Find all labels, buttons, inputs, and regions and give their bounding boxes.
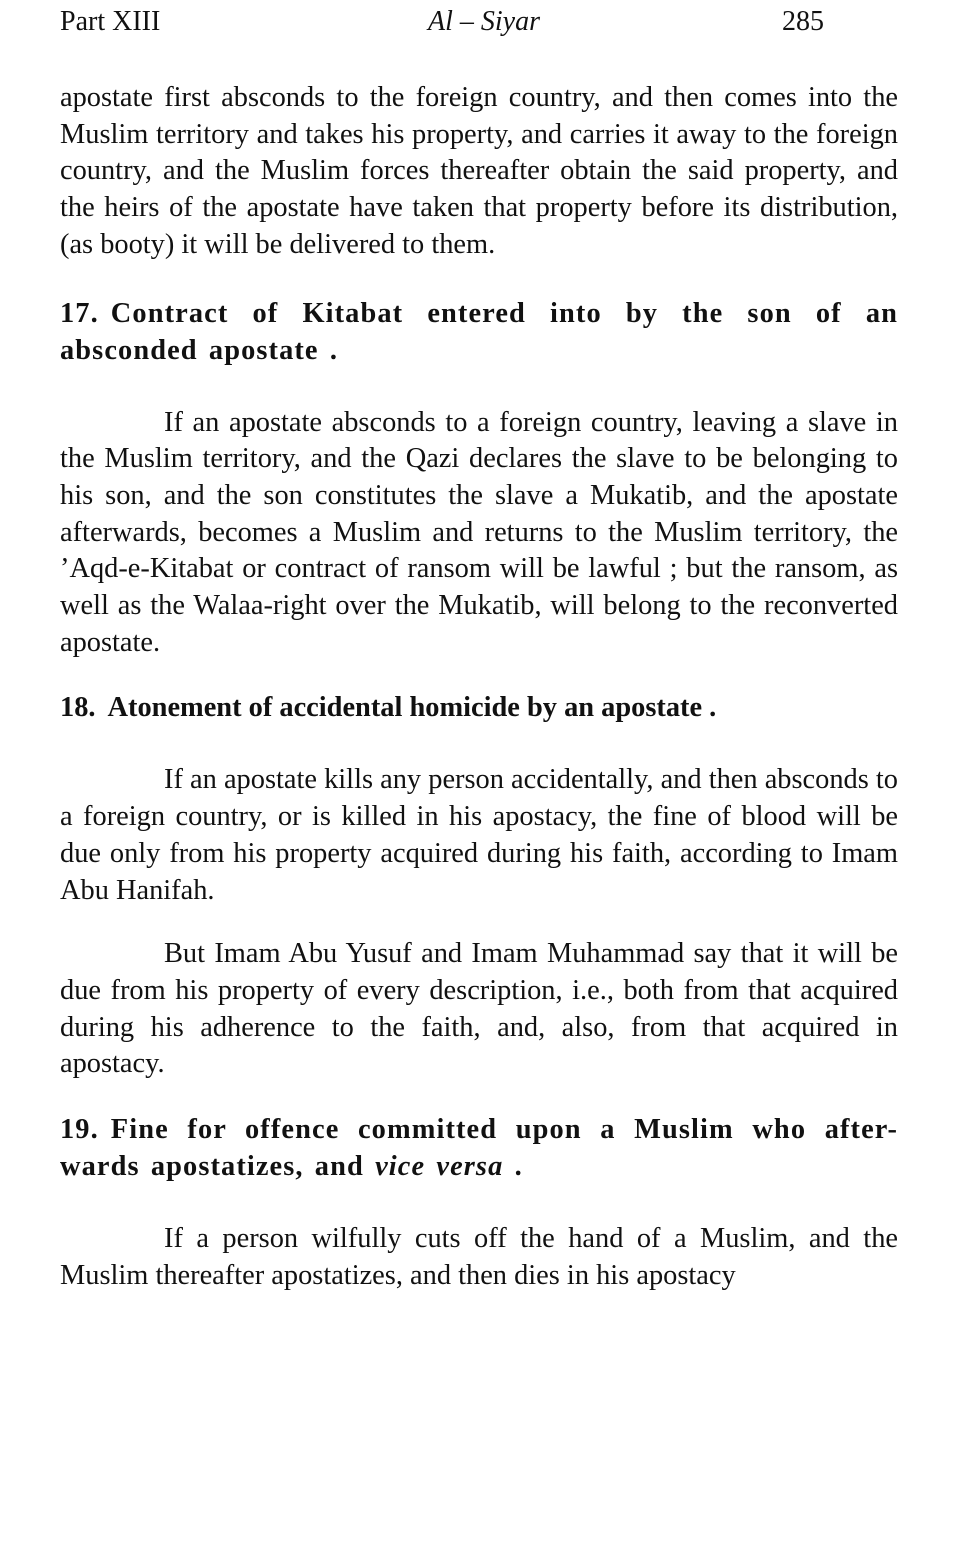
- section-19-title-italic: vice versa: [375, 1151, 504, 1183]
- section-18-paragraph-2: But Imam Abu Yusuf and Imam Muhammad say that it will be due from his property of every description, i.e., both from that acquired during his adherence to the faith, and, also, from that acquired in apostacy.: [60, 938, 898, 1080]
- section-18-title: Atonement of accidental homicide by an apostate .: [107, 692, 717, 724]
- section-19-heading: [60, 1111, 898, 1185]
- section-18-heading: [60, 689, 898, 726]
- section-18-paragraph-1: If an apostate kills any person accidentally, and then absconds to a foreign country, or is killed in his apostacy, the fine of blood will be due only from his property acquired during his faith, according to Imam Abu Hanifah.: [60, 764, 898, 906]
- section-19-number: 19.: [60, 1114, 99, 1146]
- section-17-title: Contract of Kitabat entered into by the son of an absconded apostate .: [60, 297, 898, 366]
- section-17-heading: [60, 295, 898, 369]
- running-header: [60, 0, 898, 40]
- section-18-number: 18.: [60, 692, 96, 724]
- section-19-title-start: Fine for offence committed upon a Muslim who after-wards apostatizes, and: [60, 1114, 898, 1183]
- part-label: Part XIII: [60, 6, 161, 37]
- section-19-paragraph-1: If a person wilfully cuts off the hand of a Muslim, and the Muslim thereafter apostatizes, and then dies in his apostacy: [60, 1223, 898, 1291]
- section-19-title-end: .: [503, 1151, 523, 1183]
- section-17-paragraph-1: If an apostate absconds to a foreign country, leaving a slave in the Muslim territory, and the Qazi declares the slave to be belonging to his son, and the son constitutes the slave a Mukatib, and the apostate afterwards, becomes a Muslim and returns to the Muslim territory, the ’Aqd-e-Kitabat or contract of ransom will be lawful ; but the ransom, as well as the Walaa-right over the Mukatib, will belong to the reconverted apostate.: [60, 406, 898, 658]
- intro-paragraph: apostate first absconds to the foreign country, and then comes into the Muslim territory and takes his property, and carries it away to the foreign country, and the Muslim forces thereafter obtain the said property, and the heirs of the apostate have taken that property before its distribution, (as booty) it will be delivered to them.: [60, 82, 898, 260]
- page-number: 285: [782, 6, 824, 37]
- section-17-number: 17.: [60, 297, 99, 329]
- book-page: [60, 0, 898, 1294]
- book-title: Al – Siyar: [428, 6, 540, 37]
